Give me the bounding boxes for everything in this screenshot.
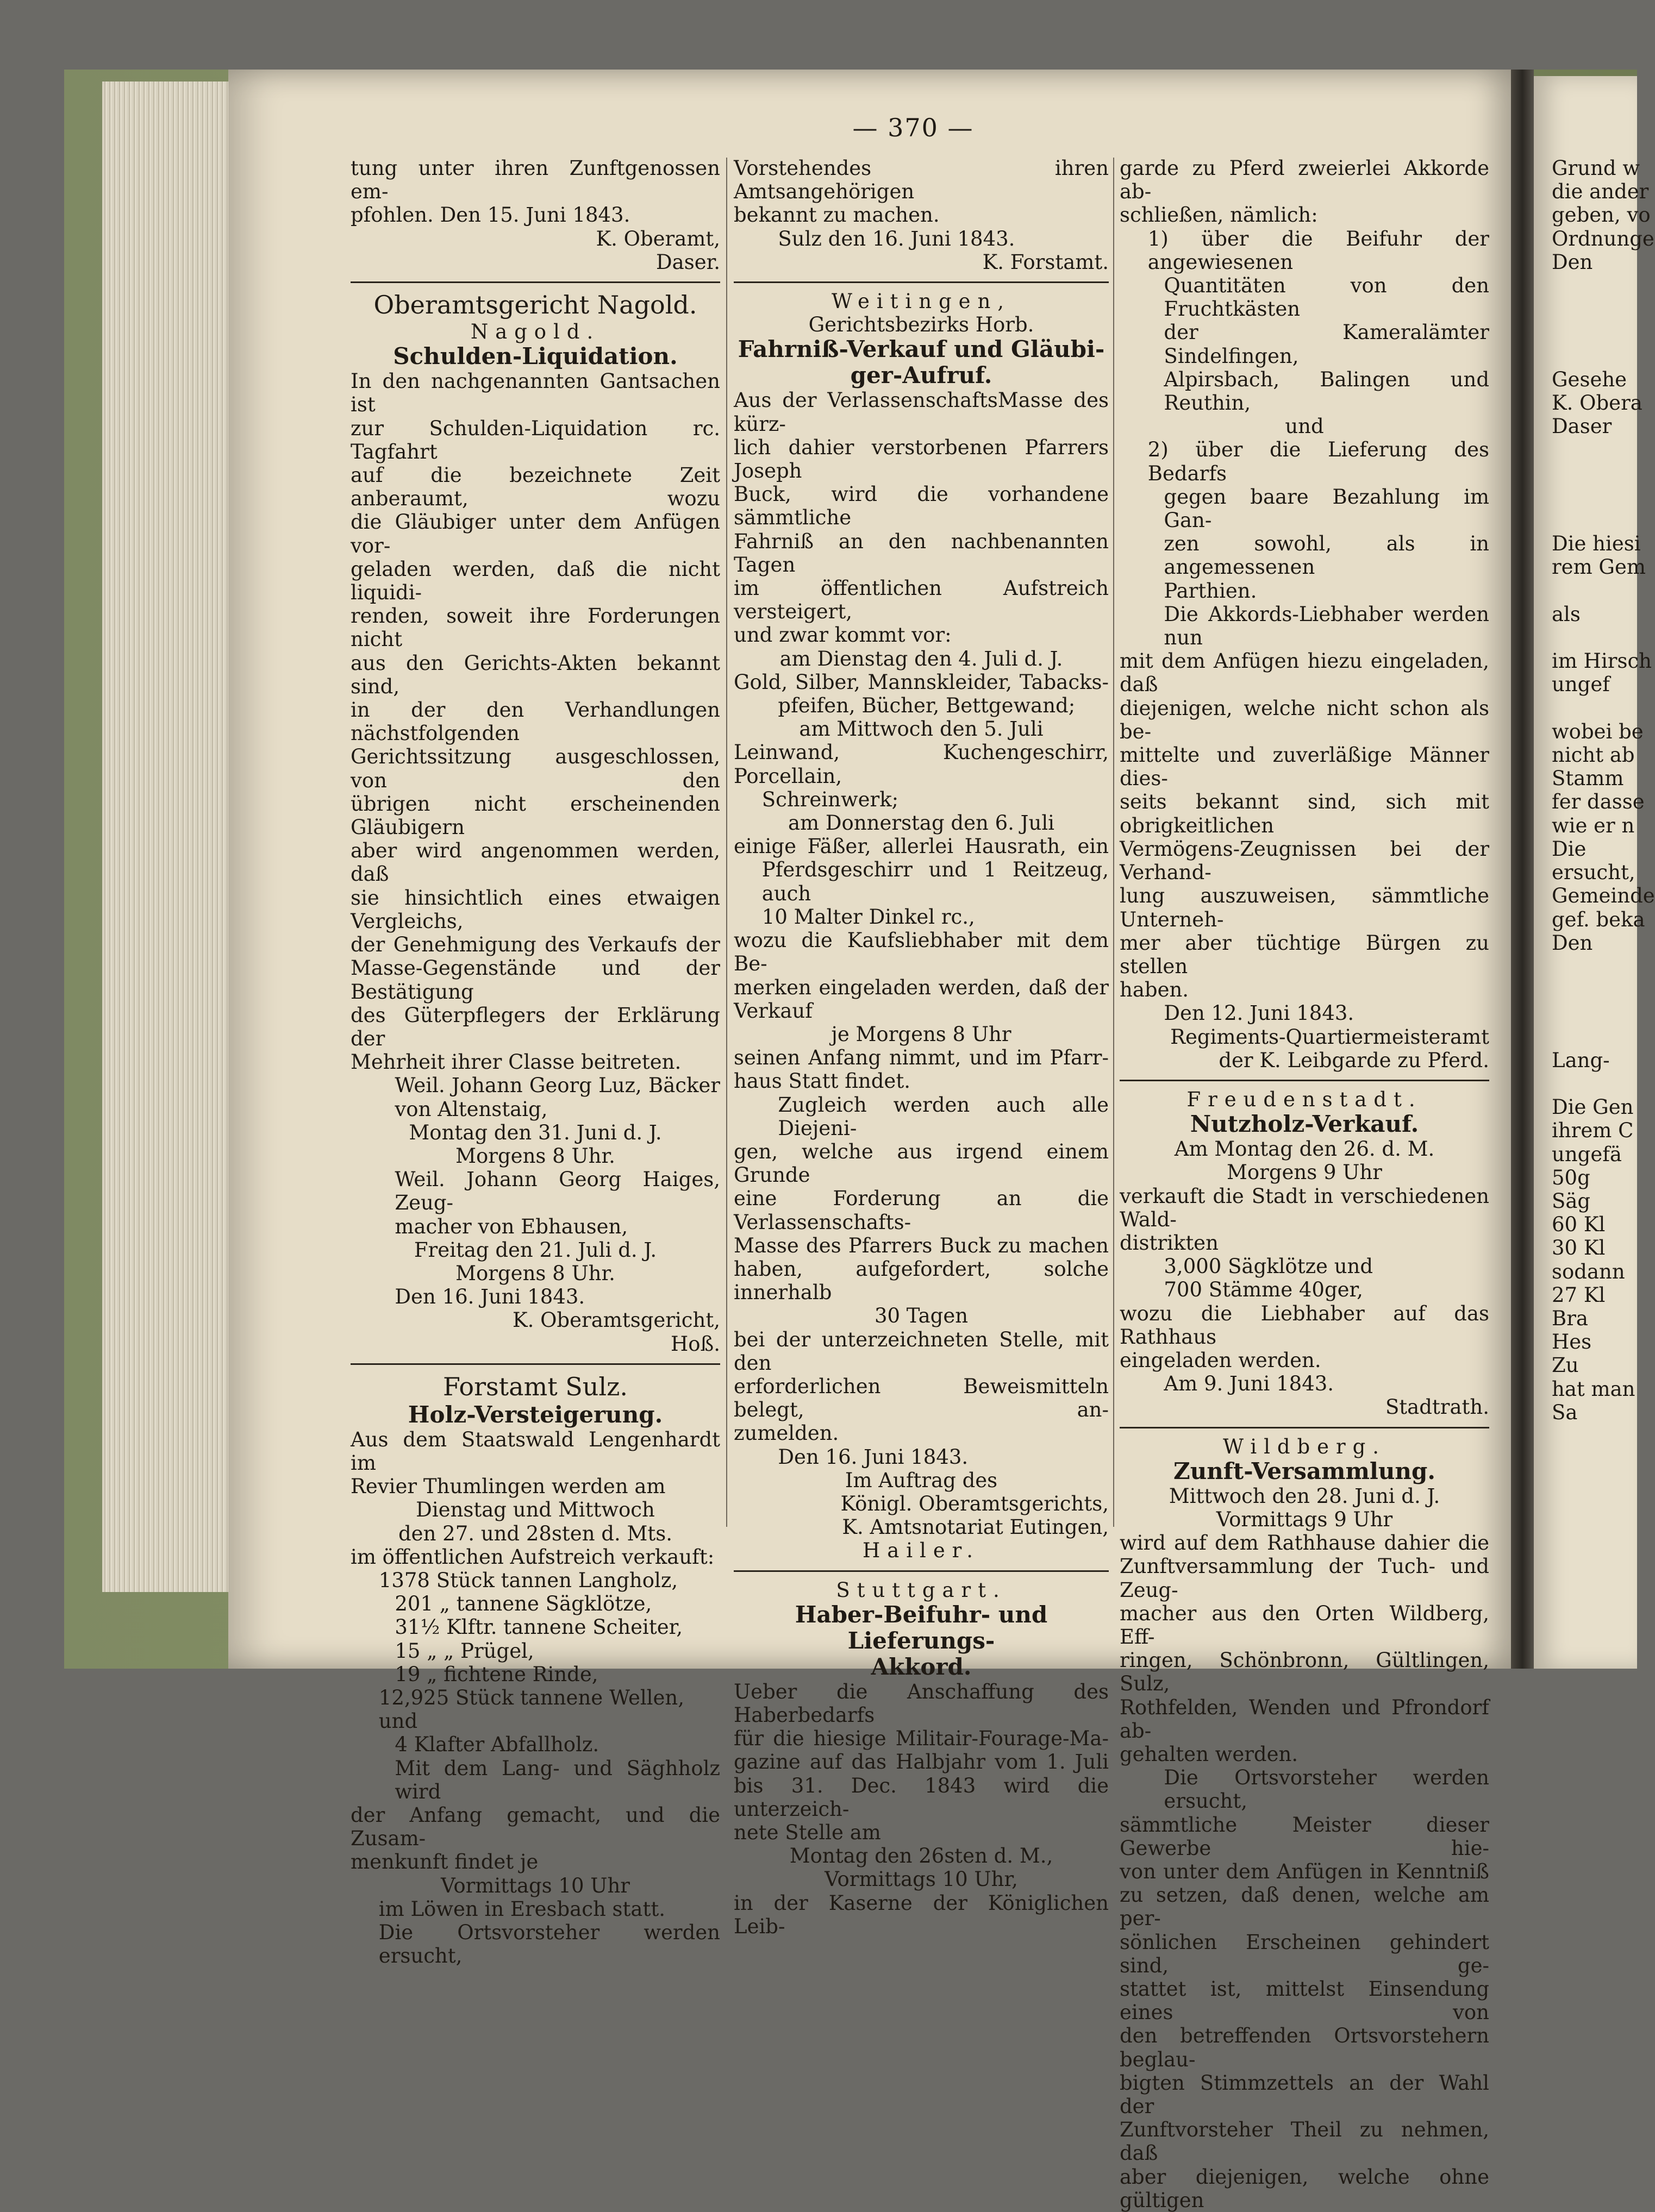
text-line: Alpirsbach, Balingen und Reuthin,: [1164, 367, 1489, 415]
text-line: gegen baare Bezahlung im Gan-: [1164, 485, 1489, 532]
section-heading: Forstamt Sulz.: [442, 1371, 628, 1401]
section-rule: [351, 281, 720, 283]
text-line: 12,925 Stück tannene Wellen, und: [378, 1685, 685, 1733]
text-line: bis 31. Dec. 1843 wird die unterzeich-: [734, 1774, 1109, 1821]
text-line: Freudenstadt.: [1186, 1087, 1422, 1111]
text-line: Vorstehendes ihren Amtsangehörigen: [734, 156, 1109, 204]
text-line: Regiments-Quartiermeisteramt: [1170, 1025, 1489, 1049]
facing-page-line: [1552, 509, 1655, 532]
text-line: Buck, wird die vorhandene sämmtliche: [734, 482, 1109, 530]
text-line: K. Oberamt,: [596, 227, 720, 250]
text-line: Am 9. Juni 1843.: [1164, 1372, 1334, 1396]
text-line: aber wird angenommen werden, daß: [351, 839, 720, 886]
facing-page-line: [1552, 344, 1655, 368]
text-line: die Gläubiger unter dem Anfügen vor-: [351, 510, 720, 557]
facing-page-line: Zu: [1552, 1353, 1579, 1377]
text-line: lung auszuweisen, sämmtliche Unterneh-: [1120, 884, 1489, 931]
facing-page-line: als: [1552, 602, 1581, 626]
facing-page-line: [1552, 1072, 1655, 1095]
text-line: K. Forstamt.: [982, 250, 1109, 274]
text-line: am Mittwoch den 5. Juli: [799, 717, 1044, 741]
facing-page-line: [1552, 485, 1655, 509]
text-line: Masse-Gegenstände und der Bestätigung: [351, 956, 720, 1004]
facing-page-line: [1552, 978, 1655, 1001]
text-line: 30 Tagen: [874, 1304, 969, 1328]
text-line: auf die bezeichnete Zeit anberaumt, wozu: [351, 463, 720, 511]
text-line: Sulz den 16. Juni 1843.: [778, 227, 1015, 250]
text-line: Vormittags 10 Uhr: [441, 1873, 630, 1897]
text-line: Gold, Silber, Mannskleider, Tabacks-: [734, 670, 1109, 694]
facing-page-line: [1552, 297, 1655, 321]
text-line: Zunftvorsteher Theil zu nehmen, daß: [1120, 2118, 1489, 2165]
text-line: erforderlichen Beweismitteln belegt, an-: [734, 1374, 1109, 1422]
section-rule: [734, 281, 1109, 283]
section-rule: [1120, 1427, 1489, 1428]
facing-page-line: Säg: [1552, 1189, 1591, 1213]
text-line: mer aber tüchtige Bürgen zu stellen: [1120, 931, 1489, 978]
text-line: In den nachgenannten Gantsachen ist: [351, 369, 720, 417]
text-line: macher aus den Orten Wildberg, Eff-: [1120, 1601, 1489, 1649]
facing-page-line: hat man: [1552, 1377, 1635, 1401]
facing-page-line: [1552, 274, 1655, 297]
text-line: der Genehmigung des Verkaufs der: [351, 933, 720, 957]
text-line: Weitingen,: [832, 290, 1011, 314]
facing-page-text: [1552, 156, 1655, 1424]
text-line: Dienstag und Mittwoch: [416, 1498, 655, 1522]
text-line: wozu die Liebhaber auf das Rathhaus: [1120, 1301, 1489, 1349]
facing-page-line: [1552, 1025, 1655, 1049]
facing-page-line: [1552, 462, 1655, 485]
facing-page-line: ungefä: [1552, 1142, 1622, 1166]
text-line: im öffentlichen Aufstreich verkauft:: [351, 1545, 715, 1569]
text-line: gehalten werden.: [1120, 1743, 1298, 1766]
text-line: Im Auftrag des: [845, 1468, 998, 1492]
page-edges: [102, 82, 240, 1592]
text-line: zur Schulden-Liquidation rc. Tagfahrt: [351, 416, 720, 463]
text-line: 15 „ „ Prügel,: [395, 1639, 534, 1663]
notice-title: Haber-Beifuhr- und Lieferungs-: [795, 1601, 1048, 1654]
text-line: den 27. und 28sten d. Mts.: [398, 1521, 673, 1545]
text-line: mit dem Anfügen hiezu eingeladen, daß: [1120, 649, 1489, 697]
text-line: im öffentlichen Aufstreich versteigert,: [734, 577, 1109, 624]
text-line: merken eingeladen werden, daß der: [734, 975, 1109, 999]
text-line: 1378 Stück tannen Langholz,: [378, 1568, 678, 1592]
text-line: 2) über die Lieferung des Bedarfs: [1147, 438, 1489, 485]
text-line: mittelte und zuverläßige Männer dies-: [1120, 743, 1489, 791]
facing-page-line: [1552, 626, 1655, 649]
text-line: lich dahier verstorbenen Pfarrers Joseph: [734, 435, 1109, 483]
notice-title: Akkord.: [871, 1653, 972, 1680]
text-line: Pferdsgeschirr und 1 Reitzeug, auch: [761, 858, 1109, 905]
text-line: 3,000 Sägklötze und: [1164, 1255, 1373, 1279]
text-line: bei der unterzeichneten Stelle, mit den: [734, 1327, 1109, 1375]
text-line: übrigen nicht erscheinenden Gläubigern: [351, 792, 720, 839]
text-line: der Anfang gemacht, und die Zusam-: [351, 1803, 720, 1851]
text-line: Hoß.: [670, 1332, 720, 1356]
column-middle: [734, 156, 1109, 1938]
text-line: Verkauf: [734, 999, 813, 1023]
facing-page-line: [1552, 1001, 1655, 1025]
notice-title: Schulden-Liquidation.: [393, 343, 678, 370]
facing-page-line: 30 Kl: [1552, 1236, 1606, 1260]
text-line: Den 16. Juni 1843.: [778, 1445, 969, 1469]
facing-page-line: [1552, 321, 1655, 344]
text-line: macher von Ebhausen,: [395, 1214, 628, 1238]
facing-page-line: geben, vo: [1552, 203, 1651, 227]
facing-page-line: [1552, 955, 1655, 978]
text-line: haben, aufgefordert, solche innerhalb: [734, 1257, 1109, 1305]
text-line: haben.: [1120, 978, 1189, 1002]
text-line: am Dienstag den 4. Juli d. J.: [779, 647, 1063, 671]
facing-page-line: 60 Kl: [1552, 1213, 1606, 1237]
text-line: Aus der VerlassenschaftsMasse des kürz-: [734, 388, 1109, 436]
section-rule: [351, 1363, 720, 1365]
text-line: Masse des Pfarrers Buck zu machen: [734, 1233, 1109, 1257]
text-line: Wildberg.: [1223, 1434, 1386, 1458]
text-line: stattet ist, mittelst Einsendung eines von: [1120, 1977, 1489, 2025]
text-line: Königl. Oberamtsgerichts,: [840, 1492, 1109, 1515]
text-line: distrikten: [1120, 1231, 1219, 1255]
facing-page-line: Bra: [1552, 1306, 1588, 1330]
facing-page-line: ungef: [1552, 673, 1610, 697]
text-line: nete Stelle am: [734, 1821, 881, 1844]
text-line: Weil. Johann Georg Haiges, Zeug-: [395, 1168, 720, 1215]
notice-title: ger-Aufruf.: [850, 362, 992, 389]
text-line: Freitag den 21. Juli d. J.: [414, 1238, 657, 1262]
facing-page-line: wie er n: [1552, 813, 1635, 837]
facing-page-line: Sa: [1552, 1400, 1578, 1424]
facing-page-line: 50g: [1552, 1165, 1590, 1189]
facing-page-line: Hes: [1552, 1330, 1592, 1354]
facing-page-line: nicht ab: [1552, 743, 1635, 767]
text-line: Die Ortsvorsteher werden ersucht,: [378, 1921, 720, 1968]
text-line: haus Statt findet.: [734, 1069, 910, 1093]
text-line: den betreffenden Ortsvorstehern beglau-: [1120, 2024, 1489, 2071]
text-line: seits bekannt sind, sich mit obrigkeitlichen: [1120, 790, 1489, 837]
text-line: Parthien.: [1164, 579, 1257, 603]
text-line: 31½ Klftr. tannene Scheiter,: [395, 1615, 683, 1639]
text-line: K. Amtsnotariat Eutingen,: [842, 1515, 1109, 1539]
facing-page-line: Stamm: [1552, 767, 1624, 791]
text-line: Schreinwerk;: [761, 787, 899, 811]
text-line: Am Montag den 26. d. M.: [1174, 1137, 1435, 1161]
book-gutter: [1511, 70, 1534, 1669]
facing-page-line: [1552, 579, 1655, 603]
text-line: K. Oberamtsgericht,: [512, 1308, 720, 1332]
text-line: seinen Anfang nimmt, und im Pfarr-: [734, 1046, 1109, 1070]
facing-page-line: ihrem C: [1552, 1119, 1634, 1143]
facing-page-line: [1552, 438, 1655, 461]
text-line: Montag den 31. Juni d. J.: [409, 1120, 662, 1144]
facing-page-line: rem Gem: [1552, 555, 1646, 579]
text-line: Gerichtsbezirks Horb.: [808, 313, 1034, 337]
facing-page-line: im Hirsch: [1552, 649, 1652, 673]
text-line: Den 12. Juni 1843.: [1164, 1001, 1354, 1025]
text-line: 201 „ tannene Sägklötze,: [395, 1592, 652, 1616]
facing-page-line: Lang-: [1552, 1048, 1610, 1072]
column-left: [351, 156, 720, 1967]
facing-page-line: fer dasse: [1552, 790, 1645, 814]
text-line: Aus dem Staatswald Lengenhardt im: [351, 1427, 720, 1475]
text-line: Revier Thumlingen werden am: [351, 1475, 666, 1499]
text-line: 19 „ fichtene Rinde,: [395, 1662, 598, 1686]
text-line: 1) über die Beifuhr der angewiesenen: [1147, 227, 1489, 274]
text-line: Nagold.: [470, 320, 601, 344]
text-line: von unter dem Anfügen in Kenntniß: [1120, 1860, 1489, 1884]
text-line: am Donnerstag den 6. Juli: [788, 811, 1054, 835]
text-line: wozu die Kaufsliebhaber mit dem Be-: [734, 929, 1109, 976]
text-line: Hailer.: [863, 1539, 980, 1563]
facing-page-line: K. Obera: [1552, 391, 1642, 415]
text-line: Ueber die Anschaffung des Haberbedarfs: [734, 1680, 1109, 1727]
text-line: und: [1285, 415, 1324, 438]
text-line: der Kameralämter Sindelfingen,: [1164, 321, 1489, 368]
facing-page-line: Den: [1552, 250, 1593, 274]
facing-page-line: Grund w: [1552, 156, 1640, 180]
notice-title: Holz-Versteigerung.: [408, 1401, 663, 1428]
facing-page-line: die ander: [1552, 180, 1649, 204]
text-line: 10 Malter Dinkel rc.,: [761, 905, 975, 929]
text-line: Weil. Johann Georg Luz, Bäcker: [395, 1074, 720, 1098]
section-rule: [734, 1570, 1109, 1572]
text-line: sämmtliche Meister dieser Gewerbe hie-: [1120, 1813, 1489, 1860]
text-line: Den 16. Juni 1843.: [395, 1285, 585, 1309]
text-line: von Altenstaig,: [395, 1097, 548, 1121]
facing-page-line: 27 Kl: [1552, 1283, 1606, 1307]
text-line: und zwar kommt vor:: [734, 623, 952, 647]
facing-page-line: [1552, 697, 1655, 720]
notice-title: Zunft-Versammlung.: [1173, 1457, 1435, 1484]
text-line: wird auf dem Rathhause dahier die: [1120, 1531, 1489, 1555]
text-line: aber diejenigen, welche ohne gültigen: [1120, 2165, 1489, 2212]
text-line: bekannt zu machen.: [734, 203, 940, 227]
section-heading: Oberamtsgericht Nagold.: [373, 290, 697, 320]
text-line: Vermögens-Zeugnissen bei der Verhand-: [1120, 837, 1489, 885]
text-line: Zunftversammlung der Tuch- und Zeug-: [1120, 1555, 1489, 1602]
text-line: in der Kaserne der Königlichen Leib-: [734, 1891, 1109, 1938]
text-line: zu setzen, daß denen, welche am per-: [1120, 1883, 1489, 1931]
text-line: ringen, Schönbronn, Gültlingen, Sulz,: [1120, 1649, 1489, 1696]
text-line: in der den Verhandlungen nächstfolgenden: [351, 698, 720, 745]
text-line: im Löwen in Eresbach statt.: [378, 1897, 665, 1921]
text-line: garde zu Pferd zweierlei Akkorde ab-: [1120, 156, 1489, 204]
facing-page-line: wobei be: [1552, 719, 1644, 743]
notice-title: Fahrniß-Verkauf und Gläubi-: [738, 336, 1105, 363]
text-line: pfohlen. Den 15. Juni 1843.: [351, 203, 630, 227]
text-line: Vormittags 9 Uhr: [1216, 1507, 1393, 1531]
text-line: diejenigen, welche nicht schon als be-: [1120, 696, 1489, 743]
text-line: Daser.: [656, 250, 720, 274]
text-line: 700 Stämme 40ger,: [1164, 1278, 1363, 1302]
text-line: tung unter ihren Zunftgenossen em-: [351, 156, 720, 204]
facing-page-line: Die: [1552, 837, 1587, 861]
facing-page-line: Gesehe: [1552, 367, 1627, 391]
text-line: Stadtrath.: [1385, 1395, 1489, 1419]
facing-page-line: ersucht,: [1552, 861, 1635, 885]
text-line: Rothfelden, Wenden und Pfrondorf ab-: [1120, 1695, 1489, 1743]
text-line: Stuttgart.: [836, 1578, 1007, 1602]
text-line: Quantitäten von den Fruchtkästen: [1164, 274, 1489, 321]
text-line: bigten Stimmzettels an der Wahl der: [1120, 2071, 1489, 2119]
text-line: geladen werden, daß die nicht liquidi-: [351, 557, 720, 605]
text-line: Mittwoch den 28. Juni d. J.: [1169, 1484, 1440, 1508]
text-line: aus den Gerichts-Akten bekannt sind,: [351, 651, 720, 698]
text-line: je Morgens 8 Uhr: [831, 1022, 1011, 1046]
text-line: gen, welche aus irgend einem Grunde: [734, 1139, 1109, 1187]
facing-page-line: Die hiesi: [1552, 532, 1641, 556]
text-line: Zugleich werden auch alle Diejeni-: [778, 1093, 1109, 1140]
text-line: Morgens 8 Uhr.: [455, 1261, 615, 1285]
column-divider: [726, 158, 727, 1527]
text-line: schließen, nämlich:: [1120, 203, 1318, 227]
text-line: sie hinsichtlich eines etwaigen Vergleichs,: [351, 886, 720, 933]
facing-page-line: gef. beka: [1552, 907, 1645, 931]
page-number: — 370 —: [852, 113, 974, 142]
text-line: Leinwand, Kuchengeschirr, Porcellain,: [734, 741, 1109, 788]
text-line: Morgens 9 Uhr: [1226, 1161, 1382, 1185]
column-right: [1120, 156, 1489, 2212]
text-line: zumelden.: [734, 1421, 839, 1445]
text-line: einige Fäßer, allerlei Hausrath, ein: [734, 835, 1109, 859]
text-line: Montag den 26sten d. M.,: [789, 1844, 1053, 1868]
text-line: Mit dem Lang- und Säghholz wird: [395, 1756, 720, 1803]
text-line: der K. Leibgarde zu Pferd.: [1219, 1048, 1489, 1072]
section-rule: [1120, 1080, 1489, 1081]
column-divider: [1113, 158, 1114, 1527]
text-line: gazine auf das Halbjahr vom 1. Juli: [734, 1750, 1109, 1774]
facing-page-line: Ordnunge: [1552, 227, 1654, 250]
text-line: Fahrniß an den nachbenannten Tagen: [734, 529, 1109, 577]
text-line: für die hiesige Militair-Fourage-Ma-: [734, 1727, 1109, 1751]
text-line: Die Akkords-Liebhaber werden nun: [1164, 602, 1489, 650]
text-line: 4 Klafter Abfallholz.: [395, 1733, 599, 1757]
text-line: Vormittags 10 Uhr,: [825, 1868, 1018, 1891]
text-line: renden, soweit ihre Forderungen nicht: [351, 604, 720, 651]
facing-page-line: Den: [1552, 931, 1593, 955]
text-line: verkauft die Stadt in verschiedenen Wald-: [1120, 1184, 1489, 1231]
text-line: eine Forderung an die Verlassenschafts-: [734, 1187, 1109, 1234]
facing-page-line: Die Gen: [1552, 1095, 1634, 1119]
text-line: zen sowohl, als in angemessenen: [1164, 532, 1489, 579]
text-line: Morgens 8 Uhr.: [455, 1144, 615, 1168]
facing-page-line: Daser: [1552, 415, 1612, 438]
text-line: des Güterpflegers der Erklärung der: [351, 1003, 720, 1050]
text-line: eingeladen werden.: [1120, 1348, 1321, 1372]
text-line: pfeifen, Bücher, Bettgewand;: [778, 694, 1076, 718]
text-line: Mehrheit ihrer Classe beitreten.: [351, 1050, 682, 1074]
text-line: Gerichtssitzung ausgeschlossen, von den: [351, 745, 720, 792]
facing-page-line: sodann: [1552, 1259, 1625, 1283]
text-line: sönlichen Erscheinen gehindert sind, ge-: [1120, 1930, 1489, 1977]
facing-page-line: Gemeinde: [1552, 884, 1655, 908]
text-line: Die Ortsvorsteher werden ersucht,: [1164, 1766, 1489, 1813]
text-line: menkunft findet je: [351, 1850, 539, 1874]
notice-title: Nutzholz-Verkauf.: [1190, 1111, 1419, 1138]
